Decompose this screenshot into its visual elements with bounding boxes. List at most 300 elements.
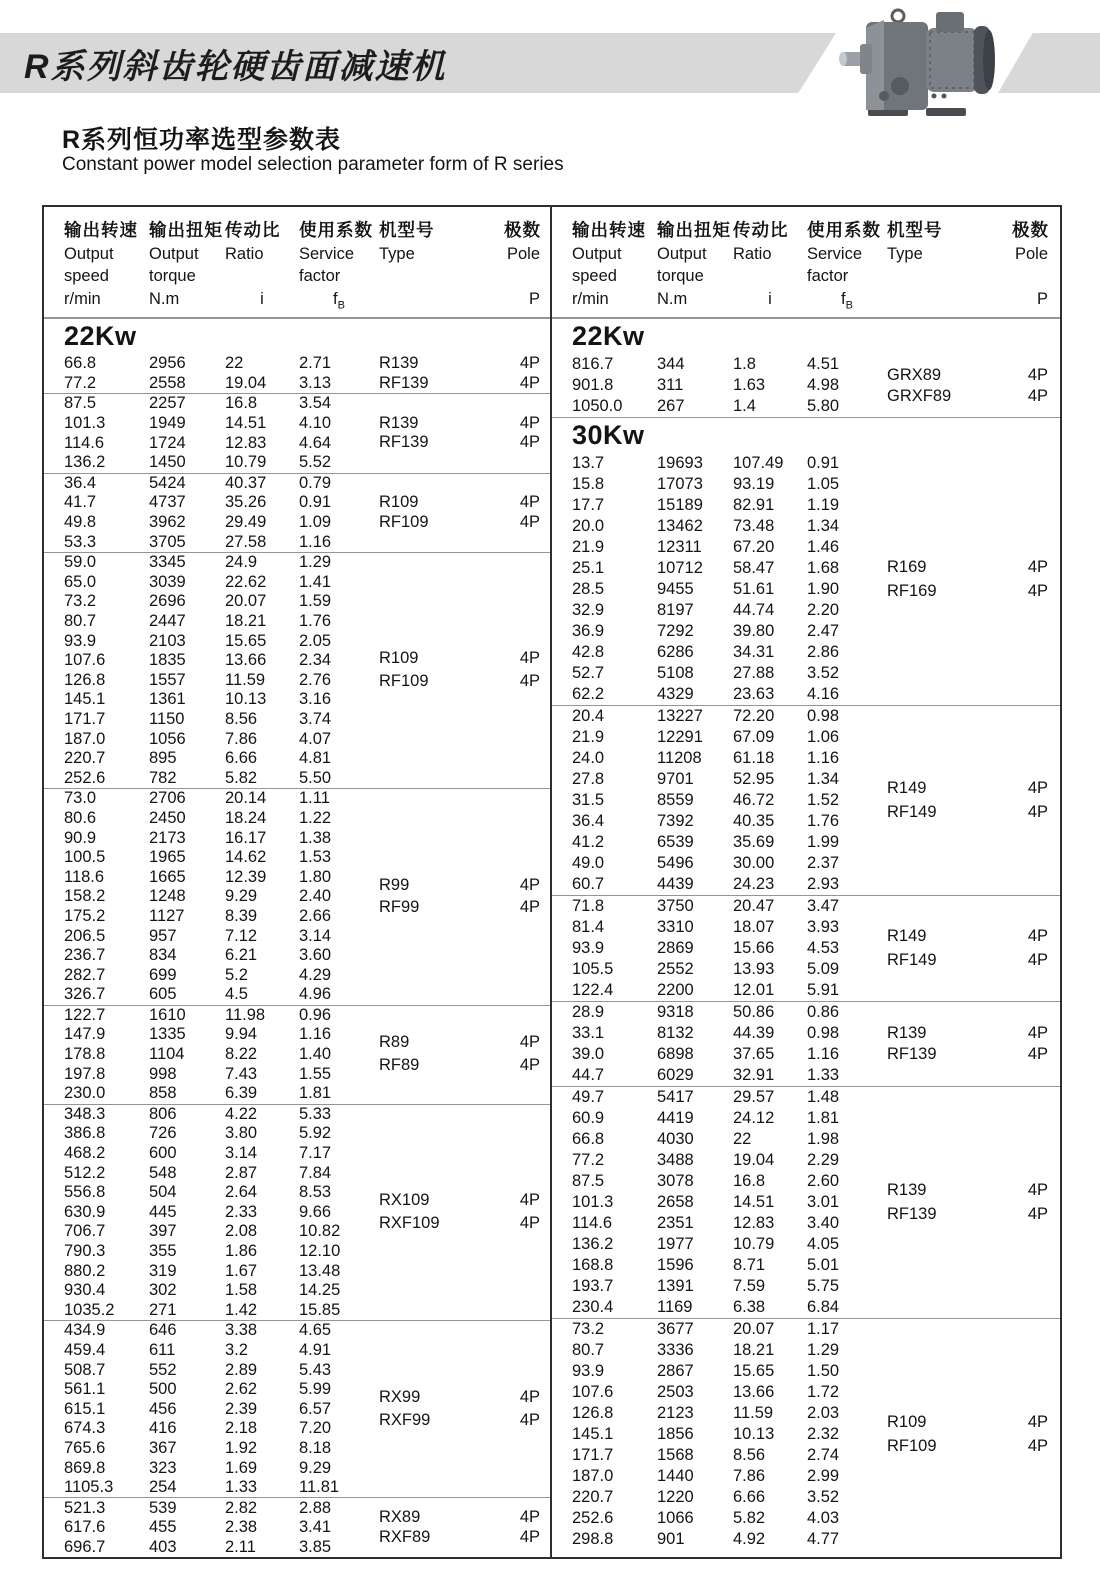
pole-label: 4P	[519, 1213, 540, 1232]
cell-service-factor: 1.46	[807, 538, 840, 556]
cell-output-torque: 11208	[657, 749, 702, 767]
pole-label: 4P	[519, 1388, 540, 1407]
cell-pole	[504, 474, 548, 552]
cell-output-torque: 2503	[657, 1383, 694, 1401]
cell-output-speed: 468.2	[64, 1144, 106, 1163]
cell-output-speed: 105.5	[572, 960, 614, 978]
cell-output-torque: 355	[149, 1242, 177, 1261]
cell-service-factor: 2.03	[807, 1404, 840, 1422]
cell-service-factor: 5.92	[299, 1124, 332, 1143]
cell-output-torque: 10712	[657, 559, 703, 577]
cell-ratio: 12.83	[733, 1214, 775, 1232]
cell-output-torque: 2552	[657, 960, 694, 978]
cell-output-torque: 539	[149, 1498, 177, 1517]
cell-output-torque: 5417	[657, 1088, 694, 1106]
cell-output-speed: 145.1	[572, 1425, 614, 1443]
cell-ratio: 3.14	[225, 1144, 258, 1163]
cell-type	[379, 1105, 504, 1321]
header-en2-speed: speed	[64, 267, 109, 285]
cell-output-torque: 4737	[149, 493, 186, 512]
cell-ratio: 107.49	[733, 454, 784, 472]
header-en1-torque: Output	[149, 245, 199, 263]
rating-group	[552, 453, 1060, 705]
cell-ratio: 32.91	[733, 1066, 775, 1084]
cell-output-speed: 17.7	[572, 496, 605, 514]
cell-ratio: 40.37	[225, 473, 267, 492]
cell-output-speed: 512.2	[64, 1163, 106, 1182]
cell-pole	[1012, 1002, 1056, 1086]
header-col-type	[379, 217, 504, 318]
header-col-type	[887, 217, 1012, 318]
cell-service-factor: 1.34	[807, 770, 840, 788]
cell-output-torque: 3078	[657, 1172, 694, 1190]
cell-service-factor: 3.47	[807, 897, 840, 915]
cell-output-speed: 36.4	[572, 812, 605, 830]
header-zh-pole: 极数	[1012, 220, 1049, 240]
cell-ratio: 14.51	[733, 1193, 775, 1211]
header-en2-pole	[1012, 265, 1048, 287]
cell-output-torque: 7392	[657, 812, 694, 830]
type-label: RXF99	[379, 1410, 431, 1429]
cell-ratio: 27.58	[225, 532, 267, 551]
cell-service-factor: 0.98	[807, 707, 840, 725]
power-heading: 22Kw	[64, 321, 137, 351]
cell-output-torque: 726	[149, 1124, 177, 1143]
cell-service-factor: 1.50	[807, 1362, 840, 1380]
cell-output-speed: 136.2	[572, 1235, 614, 1253]
type-label: RF109	[379, 672, 429, 690]
cell-ratio: 27.88	[733, 664, 775, 682]
cell-output-torque: 2447	[149, 612, 186, 631]
gear-reducer-illustration	[838, 4, 998, 122]
cell-service-factor: 2.76	[299, 670, 332, 689]
cell-ratio: 34.31	[733, 643, 775, 661]
cell-ratio: 1.67	[225, 1261, 258, 1280]
cell-ratio: 12.01	[733, 981, 775, 999]
cell-output-speed: 39.0	[572, 1045, 605, 1063]
header-unit-pole: P	[1036, 290, 1048, 308]
pole-label: 4P	[519, 1527, 540, 1546]
cell-pole	[504, 1321, 548, 1497]
header-col-sf	[807, 217, 887, 318]
header-unit-speed: r/min	[64, 290, 101, 308]
cell-ratio: 5.82	[225, 768, 258, 787]
cell-ratio: 40.35	[733, 812, 775, 830]
cell-ratio: 44.39	[733, 1024, 775, 1042]
pole-label: 4P	[1027, 1024, 1048, 1042]
cell-output-speed: 77.2	[572, 1151, 605, 1169]
cell-service-factor: 2.40	[299, 887, 332, 906]
cell-output-torque: 2696	[149, 592, 186, 611]
cell-output-torque: 3705	[149, 532, 186, 551]
power-heading: 30Kw	[552, 417, 1060, 453]
cell-ratio: 12.39	[225, 867, 267, 886]
pole-label: 4P	[1027, 1181, 1048, 1199]
cell-ratio: 61.18	[733, 749, 775, 767]
parameter-table	[42, 205, 1062, 1559]
type-label: R109	[379, 493, 419, 512]
cell-output-speed: 49.0	[572, 854, 605, 872]
cell-output-torque: 2103	[149, 631, 186, 650]
cell-service-factor: 3.14	[299, 926, 332, 945]
cell-type	[379, 1498, 504, 1557]
cell-pole	[504, 394, 548, 472]
cell-ratio: 67.09	[733, 728, 775, 746]
pole-label: 4P	[519, 1508, 540, 1527]
rating-group	[44, 1104, 550, 1321]
header-col-speed	[572, 217, 657, 318]
header-col-pole	[504, 217, 548, 318]
cell-output-speed: 178.8	[64, 1045, 106, 1064]
pole-label: 4P	[519, 493, 540, 512]
cell-ratio: 73.48	[733, 517, 775, 535]
rating-group	[44, 1320, 550, 1497]
cell-output-torque: 2450	[149, 808, 186, 827]
cell-output-torque: 5424	[149, 473, 186, 492]
cell-output-torque: 3750	[657, 897, 694, 915]
cell-service-factor: 2.37	[807, 854, 840, 872]
cell-service-factor: 5.52	[299, 453, 332, 472]
cell-output-speed: 880.2	[64, 1261, 106, 1280]
cell-ratio: 4.92	[733, 1530, 766, 1548]
type-label: RF109	[887, 1437, 937, 1455]
cell-output-speed: 790.3	[64, 1242, 106, 1261]
cell-pole	[504, 789, 548, 1005]
cell-output-speed: 21.9	[572, 538, 605, 556]
cell-output-torque: 2558	[149, 373, 186, 392]
cell-output-torque: 254	[149, 1478, 177, 1497]
cell-output-speed: 66.8	[64, 354, 97, 373]
banner-band-right	[998, 33, 1100, 93]
cell-output-torque: 2867	[657, 1362, 694, 1380]
header-col-pole	[1012, 217, 1056, 318]
header-en2-torque: torque	[657, 267, 704, 285]
cell-service-factor: 3.93	[807, 918, 840, 936]
cell-output-torque: 1066	[657, 1509, 694, 1527]
cell-service-factor: 1.16	[807, 1045, 840, 1063]
rating-group	[552, 1001, 1060, 1086]
cell-pole	[504, 1498, 548, 1557]
cell-service-factor: 1.06	[807, 728, 840, 746]
pole-label: 4P	[519, 1033, 540, 1052]
cell-ratio: 6.39	[225, 1084, 258, 1103]
cell-ratio: 46.72	[733, 791, 775, 809]
cell-output-torque: 1391	[657, 1277, 694, 1295]
type-label: RF89	[379, 1056, 420, 1075]
cell-ratio: 2.33	[225, 1202, 258, 1221]
cell-output-torque: 1169	[657, 1298, 693, 1316]
cell-output-speed: 187.0	[64, 729, 106, 748]
cell-service-factor: 2.60	[807, 1172, 840, 1190]
cell-ratio: 3.38	[225, 1321, 258, 1340]
cell-type	[379, 553, 504, 788]
header-en1-speed: Output	[64, 245, 114, 263]
cell-ratio: 15.65	[225, 631, 267, 650]
cell-ratio: 4.5	[225, 985, 248, 1004]
cell-ratio: 4.22	[225, 1104, 258, 1123]
cell-service-factor: 3.16	[299, 690, 332, 709]
cell-type	[379, 1006, 504, 1104]
cell-output-torque: 1977	[657, 1235, 694, 1253]
cell-service-factor: 3.13	[299, 373, 332, 392]
cell-service-factor: 0.79	[299, 473, 332, 492]
rating-group	[44, 1005, 550, 1104]
header-en1-type: Type	[379, 245, 415, 263]
cell-output-speed: 126.8	[572, 1404, 614, 1422]
cell-output-torque: 1104	[149, 1045, 185, 1064]
cell-ratio: 10.13	[733, 1425, 775, 1443]
header-en2-type	[887, 265, 1012, 287]
cell-output-torque: 1335	[149, 1025, 186, 1044]
cell-output-speed: 77.2	[64, 373, 97, 392]
cell-service-factor: 5.91	[807, 981, 840, 999]
cell-service-factor: 4.81	[299, 749, 332, 768]
pole-label: 4P	[519, 354, 540, 372]
cell-ratio: 19.04	[225, 373, 267, 392]
header-en1-ratio: Ratio	[733, 245, 772, 263]
cell-output-torque: 455	[149, 1518, 177, 1537]
rating-group	[552, 705, 1060, 895]
cell-output-speed: 13.7	[572, 454, 605, 472]
cell-output-torque: 3677	[657, 1320, 694, 1338]
cell-output-speed: 869.8	[64, 1458, 106, 1477]
type-label: RF169	[887, 581, 937, 600]
cell-output-speed: 25.1	[572, 559, 605, 577]
type-label: RX99	[379, 1388, 421, 1407]
cell-service-factor: 2.34	[299, 651, 332, 670]
cell-service-factor: 8.53	[299, 1183, 332, 1202]
cell-output-torque: 271	[149, 1300, 177, 1319]
cell-output-speed: 53.3	[64, 532, 97, 551]
header-en2-speed: speed	[572, 267, 617, 285]
cell-output-torque: 1965	[149, 848, 186, 867]
cell-service-factor: 1.17	[807, 1320, 840, 1338]
cell-service-factor: 4.29	[299, 965, 332, 984]
pole-label: 4P	[519, 373, 540, 392]
cell-output-speed: 816.7	[572, 355, 614, 373]
type-label: RF109	[379, 512, 429, 531]
cell-service-factor: 2.29	[807, 1151, 840, 1169]
cell-output-torque: 13227	[657, 707, 703, 725]
pole-label: 4P	[519, 512, 540, 531]
cell-output-torque: 1056	[149, 729, 186, 748]
header-col-ratio	[225, 217, 299, 318]
cell-output-torque: 403	[149, 1537, 177, 1556]
cell-ratio: 7.43	[225, 1064, 258, 1083]
type-label: R149	[887, 779, 927, 797]
cell-output-torque: 998	[149, 1064, 177, 1083]
type-label: RF139	[887, 1205, 937, 1223]
cell-output-speed: 41.7	[64, 493, 97, 512]
cell-output-speed: 508.7	[64, 1360, 106, 1379]
cell-service-factor: 2.05	[299, 631, 332, 650]
cell-pole	[1012, 896, 1056, 1001]
cell-output-speed: 118.6	[64, 867, 105, 886]
cell-ratio: 18.21	[733, 1341, 775, 1359]
header-en2-type	[379, 265, 504, 287]
header-unit-pole: P	[528, 290, 540, 308]
cell-service-factor: 1.68	[807, 559, 840, 577]
pole-label: 4P	[1027, 779, 1048, 797]
cell-output-torque: 2173	[149, 828, 186, 847]
cell-service-factor: 4.07	[299, 729, 332, 748]
cell-service-factor: 9.29	[299, 1458, 332, 1477]
cell-output-speed: 556.8	[64, 1183, 106, 1202]
cell-output-torque: 367	[149, 1438, 177, 1457]
cell-service-factor: 1.99	[807, 833, 840, 851]
cell-output-torque: 1596	[657, 1256, 694, 1274]
pole-label: 4P	[1027, 1045, 1048, 1063]
cell-ratio: 50.86	[733, 1003, 775, 1021]
cell-service-factor: 3.41	[299, 1518, 332, 1537]
cell-output-speed: 42.8	[572, 643, 605, 661]
header-unit-ratio: i	[260, 290, 264, 308]
cell-output-speed: 114.6	[64, 433, 105, 452]
header-en1-type: Type	[887, 245, 923, 263]
cell-type	[887, 706, 1012, 895]
cell-output-speed: 1050.0	[572, 397, 623, 415]
header-en2-ratio	[733, 265, 807, 287]
cell-output-speed: 206.5	[64, 926, 106, 945]
cell-ratio: 23.63	[733, 685, 775, 703]
cell-ratio: 8.71	[733, 1256, 766, 1274]
cell-output-speed: 101.3	[572, 1193, 614, 1211]
cell-output-speed: 93.9	[572, 939, 605, 957]
header-zh-ratio: 传动比	[733, 220, 789, 240]
cell-ratio: 8.22	[225, 1045, 258, 1064]
cell-output-speed: 65.0	[64, 572, 97, 591]
cell-ratio: 18.24	[225, 808, 267, 827]
cell-output-speed: 87.5	[64, 394, 97, 413]
power-heading: 22Kw	[572, 321, 645, 351]
pole-label: 4P	[519, 898, 540, 917]
header-en1-speed: Output	[572, 245, 622, 263]
cell-ratio: 7.59	[733, 1277, 766, 1295]
cell-output-torque: 6539	[657, 833, 694, 851]
cell-output-torque: 858	[149, 1084, 177, 1103]
cell-service-factor: 7.17	[299, 1144, 332, 1163]
cell-ratio: 15.66	[733, 939, 775, 957]
header-en2-torque: torque	[149, 267, 196, 285]
cell-pole	[1012, 453, 1056, 705]
rating-group	[44, 473, 550, 552]
cell-pole	[504, 1105, 548, 1321]
header-zh-ratio: 传动比	[225, 220, 281, 240]
header-en2-sf: factor	[299, 267, 341, 285]
cell-output-speed: 59.0	[64, 553, 97, 572]
cell-type	[379, 474, 504, 552]
cell-ratio: 37.65	[733, 1045, 775, 1063]
cell-output-torque: 6286	[657, 643, 694, 661]
cell-output-speed: 171.7	[572, 1446, 614, 1464]
cell-ratio: 13.66	[733, 1383, 775, 1401]
cell-ratio: 1.33	[225, 1478, 258, 1497]
cell-ratio: 1.69	[225, 1458, 258, 1477]
cell-output-speed: 521.3	[64, 1498, 106, 1517]
cell-ratio: 10.79	[733, 1235, 775, 1253]
cell-service-factor: 4.05	[807, 1235, 840, 1253]
cell-output-speed: 41.2	[572, 833, 605, 851]
cell-ratio: 30.00	[733, 854, 775, 872]
cell-pole	[504, 1006, 548, 1104]
cell-output-speed: 24.0	[572, 749, 605, 767]
cell-output-torque: 456	[149, 1399, 177, 1418]
cell-output-torque: 895	[149, 749, 177, 768]
cell-output-torque: 267	[657, 397, 685, 415]
cell-service-factor: 4.03	[807, 1509, 840, 1527]
cell-service-factor: 2.20	[807, 601, 840, 619]
cell-ratio: 6.66	[225, 749, 258, 768]
cell-output-torque: 3310	[657, 918, 694, 936]
cell-output-torque: 445	[149, 1202, 177, 1221]
cell-output-speed: 168.8	[572, 1256, 614, 1274]
header-en1-ratio: Ratio	[225, 245, 264, 263]
cell-output-speed: 230.0	[64, 1084, 106, 1103]
pole-label: 4P	[519, 1191, 540, 1210]
cell-ratio: 2.08	[225, 1222, 258, 1241]
cell-output-speed: 126.8	[64, 670, 106, 689]
cell-output-torque: 4030	[657, 1130, 694, 1148]
cell-output-speed: 145.1	[64, 690, 106, 709]
cell-output-torque: 605	[149, 985, 177, 1004]
cell-output-speed: 20.0	[572, 517, 605, 535]
cell-output-speed: 230.4	[572, 1298, 614, 1316]
cell-ratio: 22	[225, 354, 244, 373]
type-label: RF139	[379, 373, 429, 392]
cell-service-factor: 2.86	[807, 643, 840, 661]
cell-ratio: 20.07	[225, 592, 267, 611]
cell-ratio: 1.63	[733, 376, 766, 394]
pole-label: 4P	[519, 672, 540, 690]
cell-output-speed: 122.7	[64, 1005, 106, 1024]
cell-output-torque: 8559	[657, 791, 694, 809]
cell-output-speed: 175.2	[64, 906, 106, 925]
cell-ratio: 11.59	[733, 1404, 774, 1422]
cell-service-factor: 1.19	[807, 496, 840, 514]
cell-service-factor: 1.76	[807, 812, 840, 830]
pole-label: 4P	[1027, 1205, 1048, 1223]
cell-output-torque: 548	[149, 1163, 177, 1182]
cell-service-factor: 1.59	[299, 592, 332, 611]
cell-output-torque: 3039	[149, 572, 186, 591]
cell-output-torque: 1610	[149, 1005, 186, 1024]
cell-output-torque: 323	[149, 1458, 177, 1477]
cell-pole	[1012, 1319, 1056, 1550]
cell-service-factor: 4.64	[299, 433, 332, 452]
rating-group	[44, 354, 550, 393]
cell-output-speed: 93.9	[64, 631, 97, 650]
type-label: RX89	[379, 1508, 421, 1527]
cell-ratio: 7.86	[225, 729, 258, 748]
cell-output-torque: 1856	[657, 1425, 694, 1443]
cell-output-speed: 100.5	[64, 848, 106, 867]
cell-output-speed: 33.1	[572, 1024, 605, 1042]
cell-output-torque: 6029	[657, 1066, 694, 1084]
cell-output-speed: 696.7	[64, 1537, 106, 1556]
cell-output-speed: 80.6	[64, 808, 97, 827]
table-header-row	[44, 207, 550, 319]
type-label: R139	[887, 1181, 927, 1199]
type-label: GRX89	[887, 365, 942, 384]
cell-output-speed: 80.7	[572, 1341, 605, 1359]
pole-label: 4P	[1027, 557, 1048, 576]
cell-ratio: 1.92	[225, 1438, 258, 1457]
header-zh-torque: 输出扭矩	[657, 220, 731, 240]
cell-output-speed: 28.5	[572, 580, 605, 598]
cell-output-torque: 2257	[149, 394, 186, 413]
cell-ratio: 2.39	[225, 1399, 258, 1418]
cell-output-speed: 386.8	[64, 1124, 106, 1143]
